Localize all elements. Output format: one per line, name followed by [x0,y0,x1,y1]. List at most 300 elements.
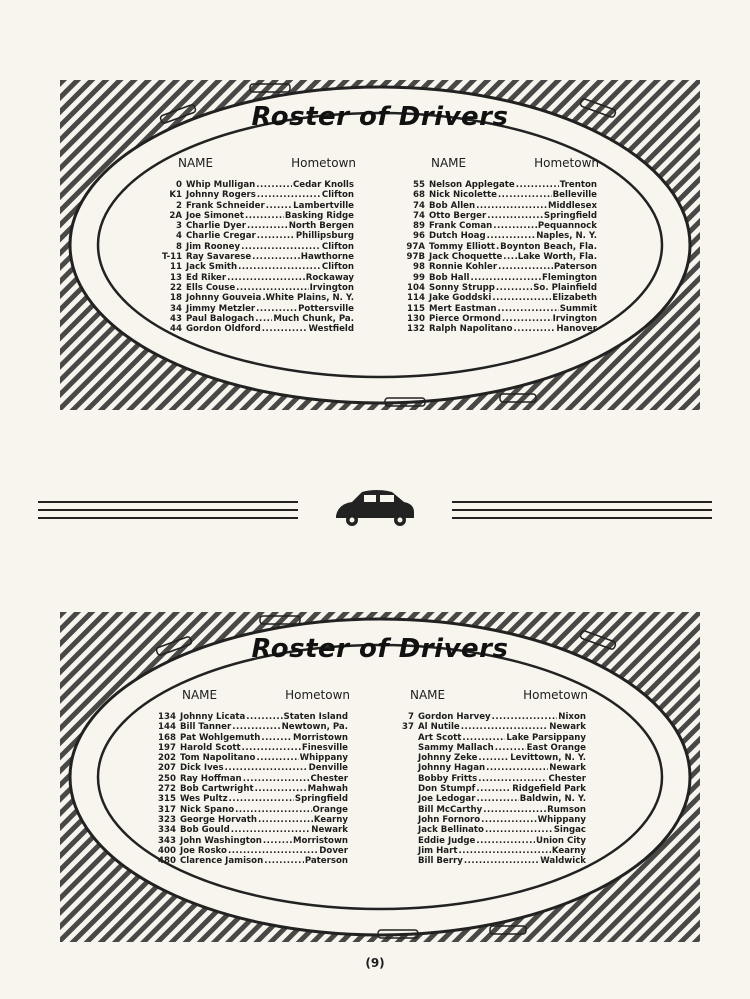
car-number: 55 [413,180,425,190]
roster-row [156,774,348,784]
car-number: 68 [413,190,425,201]
car-number: 8 [176,241,182,252]
hometown: Elizabeth [552,293,597,304]
driver-name: Art Scott [418,732,462,743]
leader-dots [458,846,550,856]
leader-dots [478,753,509,763]
hometown: Kearny [313,814,348,825]
driver-name: Jack Bellinato [418,825,484,836]
driver-name: John Fornoro [418,814,481,825]
hometown: Kearny [551,845,586,856]
car-number: 144 [158,722,176,733]
driver-name: Whip Mulligan [186,180,256,190]
car-number: 18 [170,293,182,304]
driver-name: Joe Ledogar [418,794,476,805]
driver-name: Otto Berger [429,210,487,221]
driver-name: Frank Schneider [186,200,265,211]
hometown: Newark [549,763,586,774]
car-number: 43 [170,313,182,324]
roster-list [394,712,586,866]
roster-row [162,190,354,200]
leader-dots [255,784,307,794]
hometown: Flemington [542,272,597,283]
roster-row [405,324,597,334]
car-number: 207 [158,763,176,774]
roster-row [394,733,586,743]
car-number: 202 [158,753,176,764]
driver-name: Jim Rooney [186,241,241,252]
leader-dots [496,242,499,252]
leader-dots [495,743,526,753]
roster-title: Roster of Drivers [251,634,509,664]
hometown: Chester [548,773,586,784]
roster-row [405,190,597,200]
roster-row [162,242,354,252]
car-number: 98 [413,262,425,273]
car-number: 89 [413,221,425,232]
driver-name: Frank Coman [429,221,493,232]
roster-row [405,242,597,252]
driver-name: Clarence Jamison [180,856,264,867]
leader-dots [228,846,318,856]
roster-row [394,825,586,835]
car-number: 37 [402,722,414,733]
driver-name: Eddie Judge [418,835,476,846]
car-number: 317 [158,804,176,815]
leader-dots [243,774,310,784]
car-number: 99 [413,272,425,283]
car-number: 97B [406,252,425,263]
car-number: 11 [170,262,182,273]
roster-row [162,293,354,303]
column-header [162,156,354,174]
roster-row [394,784,586,794]
car-number: 115 [407,303,425,314]
name-header: NAME [431,156,467,170]
hometown-header: Hometown [534,156,599,170]
driver-name: Joe Simonet [186,210,244,221]
driver-name: Johnny Rogers [186,190,256,201]
roster-row [394,712,586,722]
hometown: Whippany [299,753,348,764]
driver-name: Tom Napolitano [180,753,256,764]
roster-row [405,231,597,241]
leader-dots [235,805,311,815]
driver-name: Jack Smith [186,262,238,273]
leader-dots [263,836,292,846]
roster-row [394,815,586,825]
roster-row [162,304,354,314]
roster-row [162,231,354,241]
roster-row [156,784,348,794]
hometown: North Bergen [288,221,354,232]
name-header: NAME [410,688,446,702]
roster-row [405,211,597,221]
driver-name: Ray Hoffman [180,773,242,784]
roster-row [156,825,348,835]
hometown: Clifton [321,241,354,252]
leader-dots [476,201,547,211]
hometown: Pequannock [537,221,597,232]
hometown: Lake Parsippany [506,732,586,743]
leader-dots [487,231,536,241]
roster-row [394,794,586,804]
driver-name: Bill Berry [418,856,463,867]
driver-name: Ralph Napolitano [429,324,513,335]
hometown: Newark [549,722,586,733]
roster-row [394,846,586,856]
driver-name: Sammy Mallach [418,742,494,753]
leader-dots [261,733,292,743]
driver-name: Harold Scott [180,742,241,753]
leader-dots [498,262,553,272]
driver-name: John Washington [180,835,262,846]
hometown: Singac [553,825,586,836]
roster-row [394,805,586,815]
car-number: 4 [176,231,182,242]
driver-name: Jimmy Metzler [186,303,256,314]
driver-name: Al Nutile [418,722,460,733]
hometown: Dover [319,845,348,856]
hometown: Newark [311,825,348,836]
column-header [405,156,597,174]
leader-dots [503,252,516,262]
driver-name: Nick Spano [180,804,235,815]
hometown-header: Hometown [285,688,350,702]
car-number: 2 [176,200,182,211]
car-number: 334 [158,825,176,836]
roster-row [156,846,348,856]
roster-row [394,836,586,846]
car-number: K1 [169,190,182,201]
car-number: 13 [170,272,182,283]
driver-name: Bob Allen [429,200,476,211]
driver-name: Dick Ives [180,763,224,774]
leader-dots [262,324,308,334]
car-number: 400 [158,845,176,856]
driver-name: Johnny Gouveia [186,293,262,304]
car-number: 315 [158,794,176,805]
driver-name: Charlie Dyer [186,221,246,232]
leader-dots [262,293,264,303]
roster-row [156,815,348,825]
leader-dots [264,856,304,866]
leader-dots [476,794,518,804]
roster-row [162,273,354,283]
roster-row [162,201,354,211]
leader-dots [493,221,537,231]
roster-row [405,252,597,262]
leader-dots [496,283,532,293]
hometown: Nixon [558,712,586,722]
roster-row [405,304,597,314]
leader-dots [476,836,535,846]
driver-name: Bob Hall [429,272,470,283]
roster-list [156,712,348,866]
hometown: Newtown, Pa. [281,722,348,733]
roster-row [394,856,586,866]
car-number: 74 [413,200,425,211]
driver-name: Pierce Ormond [429,313,501,324]
driver-name: Dutch Hoag [429,231,486,242]
leader-dots [241,242,321,252]
car-number: 34 [170,303,182,314]
roster-row [405,201,597,211]
hometown: Waldwick [540,856,586,867]
hometown: Clifton [321,262,354,273]
roster-row [405,221,597,231]
column-header [394,688,586,706]
leader-dots [478,774,547,784]
hometown: Lambertville [293,200,354,211]
roster-row [156,836,348,846]
leader-dots [462,733,505,743]
hometown: Denville [308,763,348,774]
hometown: So. Plainfield [533,282,597,293]
roster-row [162,324,354,334]
page-number: (9) [365,956,385,970]
leader-dots [256,753,298,763]
hometown: Belleville [552,190,597,201]
hometown: Rockaway [305,272,354,283]
roster-column-left [162,156,354,334]
hometown: Irvington [552,313,597,324]
hometown: Naples, N. Y. [536,231,597,242]
driver-name: Gordon Oldford [186,324,261,335]
driver-name: Ronnie Kohler [429,262,498,273]
hometown: Orange [312,804,348,815]
hometown: Clifton [321,190,354,201]
car-number: 3 [176,221,182,232]
hometown: Baldwin, N. Y. [519,794,586,805]
hometown: Finesville [301,742,348,753]
driver-name: Ed Riker [186,272,227,283]
hometown-header: Hometown [523,688,588,702]
car-number: 97A [406,241,425,252]
car-number: 96 [413,231,425,242]
roster-row [162,211,354,221]
roster-list [162,180,354,334]
driver-name: Jack Choquette [429,252,503,263]
roster-row [394,753,586,763]
hometown: Cedar Knolls [292,180,354,190]
driver-name: Nelson Applegate [429,180,515,190]
driver-name: Ells Couse [186,282,236,293]
hometown: East Orange [526,742,586,753]
car-number: T-11 [162,252,183,263]
driver-name: Joe Rosko [180,845,227,856]
roster-row [162,314,354,324]
driver-name: Ray Savarese [186,252,252,263]
roster-row [156,722,348,732]
roster-row [162,262,354,272]
roster-row [156,805,348,815]
roster-column-right [405,156,597,334]
hometown: Morristown [292,835,348,846]
leader-dots [242,743,301,753]
name-header: NAME [178,156,214,170]
leader-dots [245,211,284,221]
leader-dots [483,805,546,815]
driver-name: Wes Pultz [180,794,228,805]
hometown: Paterson [304,856,348,867]
driver-name: Johnny Licata [180,712,246,722]
leader-dots [258,815,313,825]
roster-row [156,733,348,743]
car-number: 44 [170,324,182,335]
leader-dots [257,231,295,241]
roster-panel-top [60,80,700,410]
hometown: Springfield [543,210,597,221]
roster-row [156,753,348,763]
car-number: 134 [158,712,176,722]
roster-row [162,283,354,293]
driver-name: Don Stumpf [418,784,476,795]
name-header: NAME [182,688,218,702]
car-number: 250 [158,773,176,784]
car-number: 197 [158,742,176,753]
car-number: 2A [169,210,182,221]
roster-row [162,252,354,262]
leader-dots [476,784,511,794]
leader-dots [255,314,272,324]
roster-row [405,314,597,324]
leader-dots [470,273,541,283]
leader-dots [481,815,536,825]
driver-name: Pat Wohlgemuth [180,732,261,743]
leader-dots [238,262,321,272]
leader-dots [492,712,558,722]
driver-name: Bill McCarthy [418,804,483,815]
roster-row [156,794,348,804]
roster-row [405,273,597,283]
car-number: 480 [158,856,176,867]
hometown: Paterson [553,262,597,273]
driver-name: Gordon Harvey [418,712,491,722]
leader-dots [247,221,288,231]
roster-row [394,774,586,784]
hometown: Summit [559,303,597,314]
leader-dots [486,763,548,773]
hometown: Whippany [537,814,586,825]
driver-name: Jim Hart [418,845,458,856]
driver-name: Mert Eastman [429,303,497,314]
leader-dots [464,856,539,866]
car-number: 0 [176,180,182,190]
hometown: Hawthorne [300,252,354,263]
hometown: Mahwah [307,784,348,795]
hometown-header: Hometown [291,156,356,170]
hometown: Lake Worth, Fla. [517,252,597,263]
leader-dots [256,180,292,190]
roster-row [156,743,348,753]
leader-dots [231,825,311,835]
roster-title: Roster of Drivers [251,102,509,132]
hometown: Irvington [309,282,354,293]
leader-dots [266,201,292,211]
car-icon [336,490,414,526]
car-number: 74 [413,210,425,221]
hometown: Staten Island [283,712,348,722]
roster-row [405,283,597,293]
roster-column-left [156,688,348,866]
driver-name: Bobby Fritts [418,773,478,784]
roster-row [405,262,597,272]
column-header [156,688,348,706]
roster-row [394,722,586,732]
driver-name: George Horvath [180,814,257,825]
hometown: White Plains, N. Y. [265,293,354,304]
driver-name: Bob Cartwright [180,784,254,795]
roster-row [405,180,597,190]
roster-list [405,180,597,334]
leader-dots [497,304,558,314]
car-number: 7 [408,712,414,722]
car-number: 104 [407,282,425,293]
leader-dots [461,722,549,732]
leader-dots [229,794,294,804]
hometown: Much Chunk, Pa. [273,313,354,324]
roster-row [394,743,586,753]
roster-panel-bottom [60,612,700,942]
roster-row [394,763,586,773]
hometown: Morristown [292,732,348,743]
driver-name: Johnny Hagan [418,763,486,774]
car-number: 130 [407,313,425,324]
hometown: Boynton Beach, Fla. [500,241,597,252]
leader-dots [252,252,300,262]
hometown: Trenton [559,180,597,190]
car-number: 323 [158,814,176,825]
driver-name: Johnny Zeke [418,753,478,764]
roster-row [162,180,354,190]
hometown: Rumson [547,804,586,815]
driver-name: Sonny Strupp [429,282,495,293]
hometown: Ridgefield Park [512,784,586,795]
leader-dots [502,314,552,324]
roster-row [405,293,597,303]
car-number: 132 [407,324,425,335]
hometown: Levittown, N. Y. [510,753,586,764]
leader-dots [227,273,305,283]
roster-row [156,856,348,866]
car-number: 168 [158,732,176,743]
hometown: Basking Ridge [284,210,354,221]
hometown: Pottersville [298,303,354,314]
leader-dots [487,211,543,221]
driver-name: Jake Goddski [429,293,492,304]
car-divider [0,480,750,540]
hometown: Union City [535,835,586,846]
roster-row [156,763,348,773]
roster-row [156,712,348,722]
hometown: Middlesex [547,200,597,211]
leader-dots [492,293,551,303]
leader-dots [485,825,553,835]
leader-dots [232,722,280,732]
driver-name: Bill Tanner [180,722,232,733]
driver-name: Nick Nicolette [429,190,497,201]
car-number: 114 [407,293,425,304]
hometown: Westfield [308,324,354,335]
leader-dots [236,283,308,293]
hometown: Springfield [294,794,348,805]
leader-dots [514,324,556,334]
hometown: Phillipsburg [295,231,354,242]
leader-dots [257,190,321,200]
car-number: 272 [158,784,176,795]
driver-name: Bob Gould [180,825,230,836]
